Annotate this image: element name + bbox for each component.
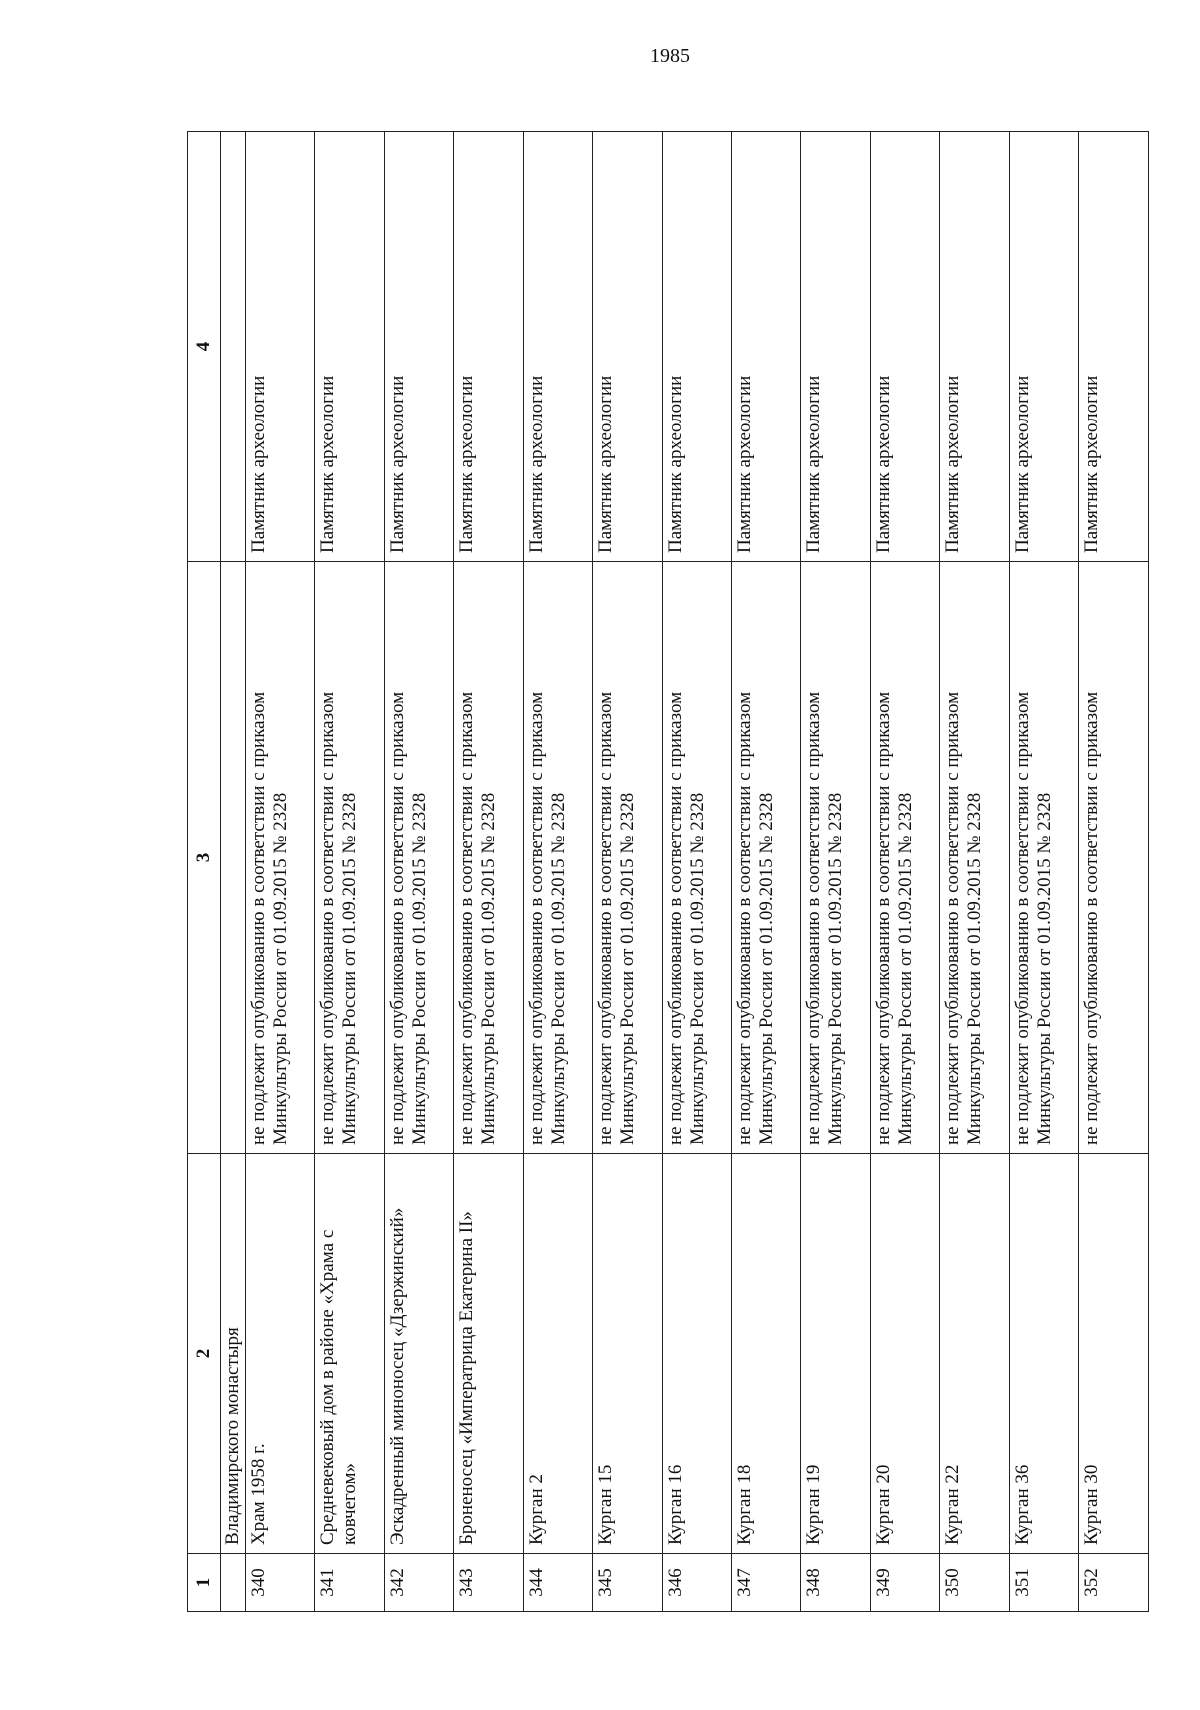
object-type: Памятник археологии <box>523 132 592 562</box>
table-row <box>315 132 384 1612</box>
header-col-1: 1 <box>188 1554 221 1612</box>
row-number: 344 <box>523 1554 592 1612</box>
note-line-1: не подлежит опубликованию в соответствии с приказом <box>664 691 686 1145</box>
note-line-2: Минкультуры России от 01.09.2015 № 2328 <box>825 792 847 1145</box>
location-note <box>523 562 592 1154</box>
table-row <box>1079 132 1149 1612</box>
note-line-1: не подлежит опубликованию в соответствии с приказом <box>386 691 408 1145</box>
note-line-1: не подлежит опубликованию в соответствии с приказом <box>1081 691 1103 1145</box>
object-name: Средневековый дом в районе «Храма с ковчегом» <box>315 1154 384 1554</box>
object-type: Памятник археологии <box>315 132 384 562</box>
object-name: Курган 30 <box>1079 1154 1149 1554</box>
header-col-2: 2 <box>188 1154 221 1554</box>
header-col-3: 3 <box>188 562 221 1154</box>
object-type: Памятник археологии <box>870 132 939 562</box>
table-row <box>870 132 939 1612</box>
object-name: Курган 22 <box>940 1154 1009 1554</box>
table-body <box>245 132 1148 1612</box>
monuments-table <box>187 131 1149 1612</box>
row-number: 348 <box>801 1554 870 1612</box>
location-note <box>940 562 1009 1154</box>
table-row <box>384 132 453 1612</box>
table-row <box>662 132 731 1612</box>
row-number: 343 <box>454 1554 523 1612</box>
location-note <box>315 562 384 1154</box>
table-row <box>732 132 801 1612</box>
object-type: Памятник археологии <box>1009 132 1078 562</box>
note-line-1: не подлежит опубликованию в соответствии с приказом <box>317 691 339 1145</box>
note-line-2: Минкультуры России от 01.09.2015 № 2328 <box>617 792 639 1145</box>
continuation-note-cell <box>221 562 246 1154</box>
row-number: 347 <box>732 1554 801 1612</box>
note-line-1: не подлежит опубликованию в соответствии с приказом <box>595 691 617 1145</box>
header-col-4: 4 <box>188 132 221 562</box>
note-line-1: не подлежит опубликованию в соответствии с приказом <box>456 691 478 1145</box>
location-note <box>801 562 870 1154</box>
object-type: Памятник археологии <box>940 132 1009 562</box>
object-name: Курган 16 <box>662 1154 731 1554</box>
table-row <box>940 132 1009 1612</box>
note-line-2: Минкультуры России от 01.09.2015 № 2328 <box>478 792 500 1145</box>
location-note <box>732 562 801 1154</box>
row-number: 351 <box>1009 1554 1078 1612</box>
table-row <box>801 132 870 1612</box>
object-type: Памятник археологии <box>245 132 314 562</box>
page-number: 1985 <box>650 45 690 67</box>
location-note <box>1079 562 1149 1154</box>
table-row <box>245 132 314 1612</box>
object-type: Памятник археологии <box>1079 132 1149 562</box>
note-line-2: Минкультуры России от 01.09.2015 № 2328 <box>547 792 569 1145</box>
object-name: Курган 19 <box>801 1154 870 1554</box>
object-name: Храм 1958 г. <box>245 1154 314 1554</box>
note-line-1: не подлежит опубликованию в соответствии с приказом <box>942 691 964 1145</box>
location-note <box>245 562 314 1154</box>
row-number: 350 <box>940 1554 1009 1612</box>
rotated-table-container <box>187 132 1149 1612</box>
note-line-2: Минкультуры России от 01.09.2015 № 2328 <box>894 792 916 1145</box>
table-header-row <box>188 132 221 1612</box>
note-line-2: Минкультуры России от 01.09.2015 № 2328 <box>269 792 291 1145</box>
object-type: Памятник археологии <box>662 132 731 562</box>
table-row <box>1009 132 1078 1612</box>
continuation-row <box>221 132 246 1612</box>
location-note <box>384 562 453 1154</box>
object-type: Памятник археологии <box>732 132 801 562</box>
row-number: 345 <box>593 1554 662 1612</box>
continuation-type-cell <box>221 132 246 562</box>
object-type: Памятник археологии <box>801 132 870 562</box>
row-number: 341 <box>315 1554 384 1612</box>
object-type: Памятник археологии <box>454 132 523 562</box>
object-name: Эскадренный миноносец «Дзержинский» <box>384 1154 453 1554</box>
location-note <box>593 562 662 1154</box>
continuation-num-cell <box>221 1554 246 1612</box>
note-line-2: Минкультуры России от 01.09.2015 № 2328 <box>408 792 430 1145</box>
note-line-1: не подлежит опубликованию в соответствии с приказом <box>247 691 269 1145</box>
row-number: 352 <box>1079 1554 1149 1612</box>
object-name: Курган 36 <box>1009 1154 1078 1554</box>
note-line-1: не подлежит опубликованию в соответствии с приказом <box>525 691 547 1145</box>
object-name: Курган 20 <box>870 1154 939 1554</box>
object-name: Курган 18 <box>732 1154 801 1554</box>
row-number: 346 <box>662 1554 731 1612</box>
row-number: 349 <box>870 1554 939 1612</box>
object-type: Памятник археологии <box>593 132 662 562</box>
object-name: Курган 15 <box>593 1154 662 1554</box>
location-note <box>662 562 731 1154</box>
note-line-1: не подлежит опубликованию в соответствии с приказом <box>803 691 825 1145</box>
object-type: Памятник археологии <box>384 132 453 562</box>
note-line-1: не подлежит опубликованию в соответствии с приказом <box>734 691 755 1145</box>
table-row <box>523 132 592 1612</box>
row-number: 342 <box>384 1554 453 1612</box>
note-line-2: Минкультуры России от 01.09.2015 № 2328 <box>964 792 986 1145</box>
note-line-1: не подлежит опубликованию в соответствии с приказом <box>872 691 894 1145</box>
table-row <box>593 132 662 1612</box>
note-line-1: не подлежит опубликованию в соответствии с приказом <box>1011 691 1033 1145</box>
location-note <box>870 562 939 1154</box>
location-note <box>1009 562 1078 1154</box>
object-name: Курган 2 <box>523 1154 592 1554</box>
object-name: Броненосец «Императрица Екатерина II» <box>454 1154 523 1554</box>
note-line-2: Минкультуры России от 01.09.2015 № 2328 <box>686 792 708 1145</box>
row-number: 340 <box>245 1554 314 1612</box>
note-line-2: Минкультуры России от 01.09.2015 № 2328 <box>339 792 361 1145</box>
continuation-name-cell: Владимирского монастыря <box>221 1154 246 1554</box>
note-line-2: Минкультуры России от 01.09.2015 № 2328 <box>756 792 777 1145</box>
note-line-2: Минкультуры России от 01.09.2015 № 2328 <box>1033 792 1055 1145</box>
location-note <box>454 562 523 1154</box>
table-row <box>454 132 523 1612</box>
